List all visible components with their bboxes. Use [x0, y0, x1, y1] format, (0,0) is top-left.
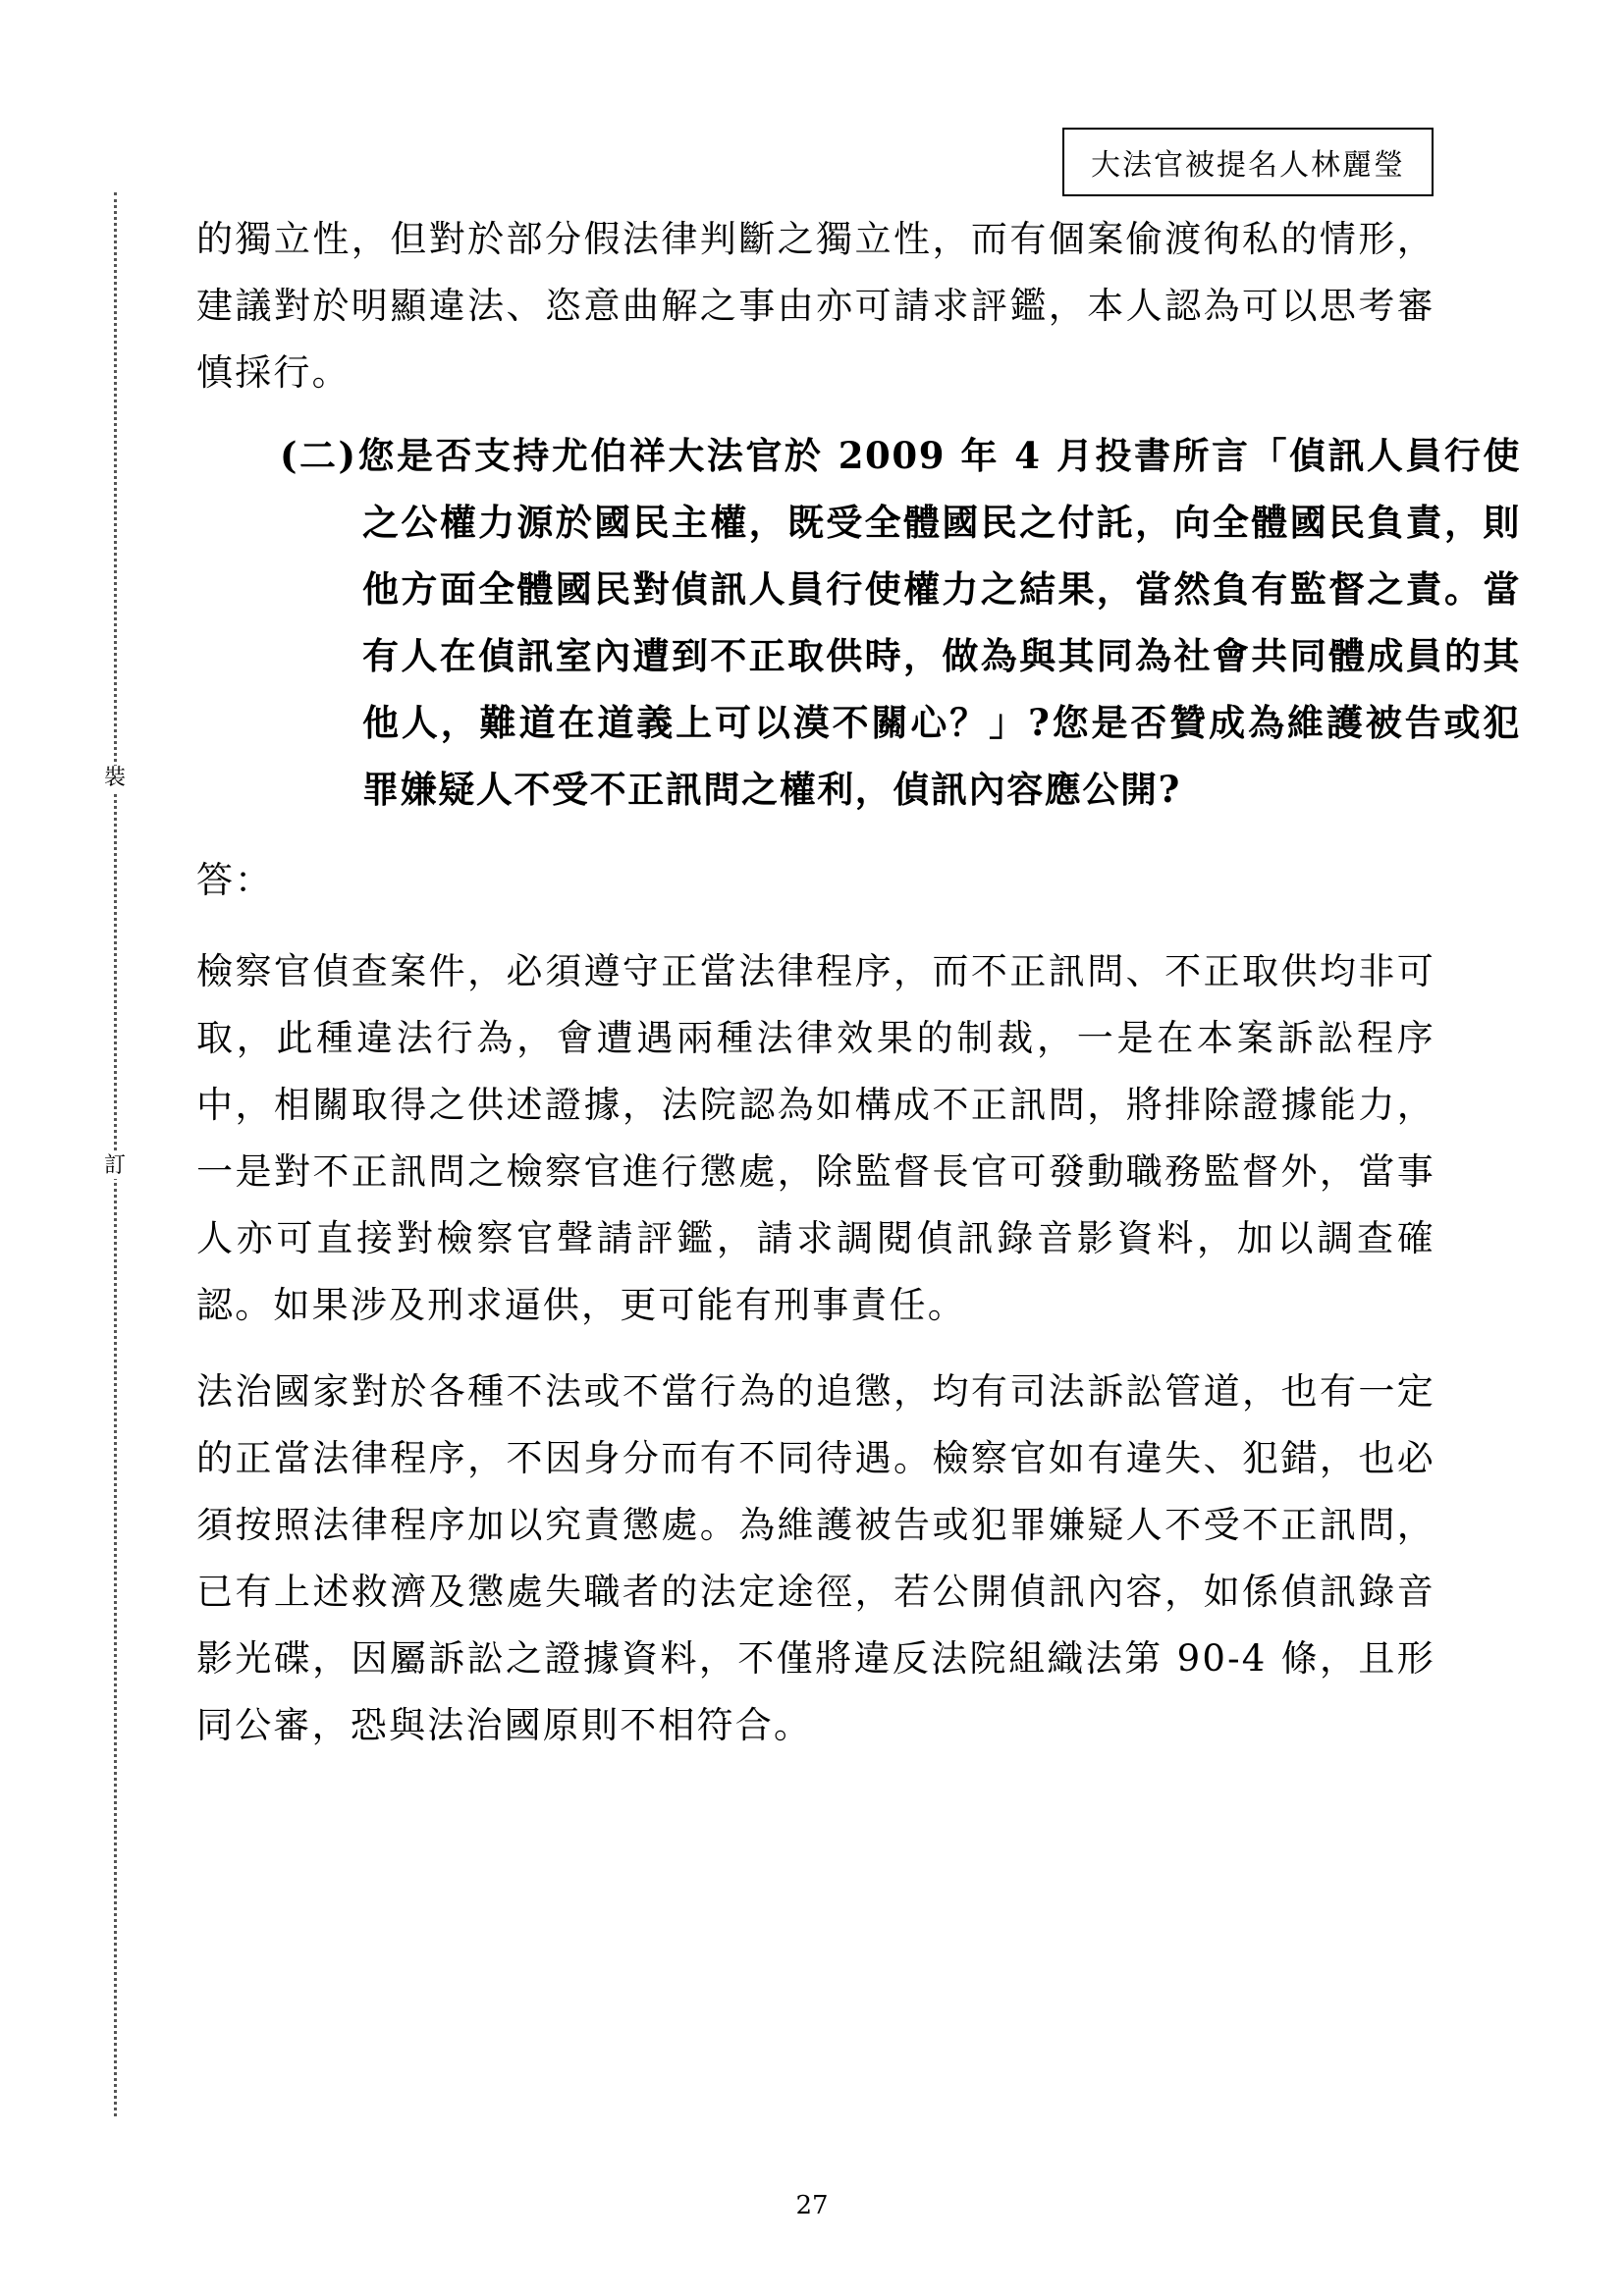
question-paragraph: (二)您是否支持尤伯祥大法官於 2009 年 4 月投書所言「偵訊人員行使之公權力源於國民主權，既受全體國民之付託，向全體國民負責，則他方面全體國民對偵訊人員行使權力之結果，當然負有監督之責。當有人在偵訊室內遭到不正取供時，做為與其同為社會共同體成員的其他人，難道在道義上可以漠不關心？」?您是否贊成為維護被告或犯罪嫌疑人不受不正訊問之權利，偵訊內容應公開?: [280, 434, 1521, 811]
header-title-box: [1062, 128, 1434, 196]
binding-mark-ding: 訂: [101, 1153, 129, 1179]
binding-mark-zhuang: 裝: [101, 766, 129, 791]
answer-paragraph-1: 檢察官偵查案件，必須遵守正當法律程序，而不正訊問、不正取供均非可取，此種違法行為，會遭遇兩種法律效果的制裁，一是在本案訴訟程序中，相關取得之供述證據，法院認為如構成不正訊問，將排除證據能力，一是對不正訊問之檢察官進行懲處，除監督長官可發動職務監督外，當事人亦可直接對檢察官聲請評鑑，請求調閱偵訊錄音影資料，加以調查確認。如果涉及刑求逼供，更可能有刑事責任。: [196, 950, 1435, 1326]
answer-paragraph-2: 法治國家對於各種不法或不當行為的追懲，均有司法訴訟管道，也有一定的正當法律程序，不因身分而有不同待遇。檢察官如有違失、犯錯，也必須按照法律程序加以究責懲處。為維護被告或犯罪嫌疑人不受不正訊問，已有上述救濟及懲處失職者的法定途徑，若公開偵訊內容，如係偵訊錄音影光碟，因屬訴訟之證據資料，不僅將違反法院組織法第 90-4 條，且形同公審，恐與法治國原則不相符合。: [196, 1370, 1435, 1746]
answer-label: 答：: [196, 859, 273, 901]
page-number: 27: [795, 2191, 829, 2220]
continuation-paragraph: 的獨立性，但對於部分假法律判斷之獨立性，而有個案偷渡徇私的情形，建議對於明顯違法、恣意曲解之事由亦可請求評鑑，本人認為可以思考審慎採行。: [196, 218, 1435, 394]
header-title: 大法官被提名人林麗瑩: [1091, 148, 1405, 183]
